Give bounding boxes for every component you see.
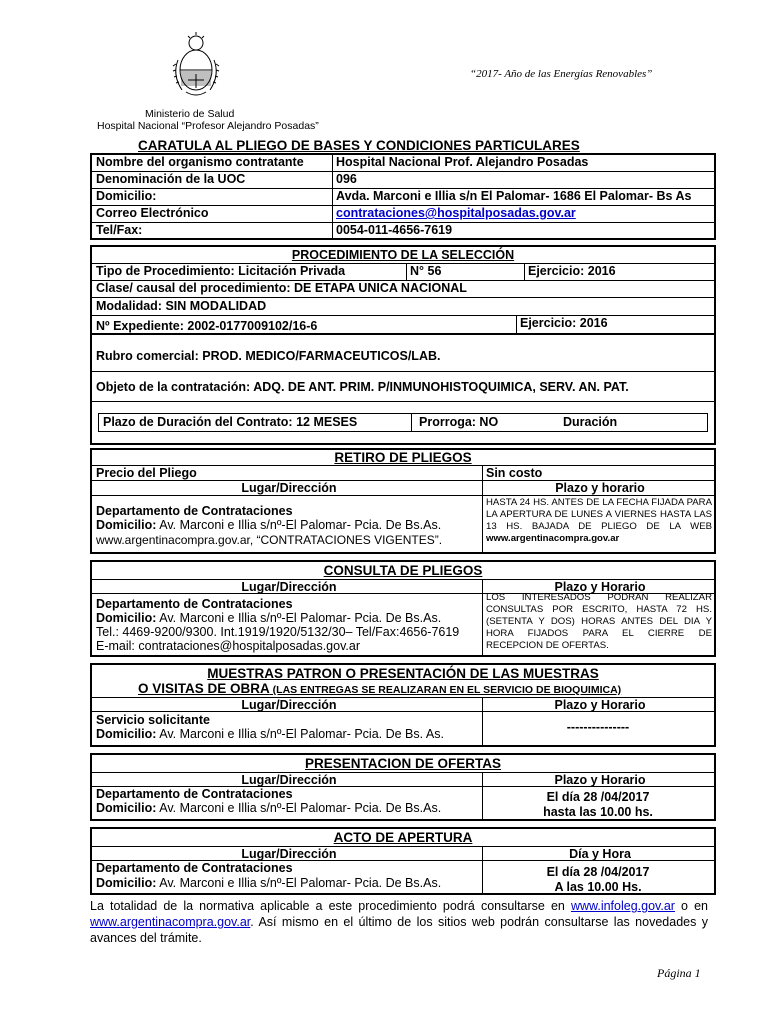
dom-label: Domicilio: (96, 727, 157, 741)
spacer-row (92, 402, 714, 413)
retiro-plazo-text: HASTA 24 HS. ANTES DE LA FECHA FIJADA PARA LA APERTURA DE LUNES A VIERNES HASTA LAS 13 HS. BAJADA DE PLIEGO DE LA WEB (486, 497, 712, 532)
col-header-right: Plazo y horario (555, 481, 645, 495)
table-row (92, 155, 714, 172)
col-header-left: Lugar/Dirección (241, 481, 337, 495)
precio-row (92, 465, 714, 481)
footer-text-2: o en (674, 899, 708, 913)
dom-value: Av. Marconi e Illia s/nº-El Palomar- Pcia. De Bs. As. (156, 727, 444, 741)
retiro-title: RETIRO DE PLIEGOS (334, 450, 472, 465)
muestras-subtitle-main: O VISITAS DE OBRA (138, 681, 270, 696)
org-label: Tel/Fax: (96, 223, 143, 237)
retiro-plazo-web: www.argentinacompra.gov.ar (486, 533, 620, 544)
table-row (92, 172, 714, 189)
rubro-text: Rubro comercial: PROD. MEDICO/FARMACEUTICOS/LAB. (96, 349, 441, 363)
apertura-title: ACTO DE APERTURA (333, 830, 473, 845)
prorroga-text: Prorroga: NO (419, 415, 499, 429)
organism-table (90, 153, 716, 240)
precio-value: Sin costo (486, 466, 543, 480)
plazo-row (98, 413, 708, 432)
expediente-year: Ejercicio: 2016 (520, 316, 608, 330)
procedure-type-row (92, 264, 714, 281)
dom-value: Av. Marconi e Illia s/nº-El Palomar- Pcia. De Bs.As. (156, 611, 442, 625)
apertura-dept: Departamento de Contrataciones (96, 861, 293, 875)
rubro-row (92, 335, 714, 372)
footer-text-3: . Así mismo en el último de los sitios web podrán consultarse las novedades y avances del trámite. (90, 915, 708, 945)
dom-value: Av. Marconi e Illia s/nº-El Palomar- Pcia. De Bs.As. (156, 801, 442, 815)
col-header-left: Lugar/Dirección (241, 580, 337, 593)
ofertas-fecha: El día 28 /04/2017 (546, 790, 650, 804)
retiro-header-row (92, 481, 714, 496)
muestras-subtitle (138, 681, 621, 696)
retiro-plazo (486, 497, 712, 545)
col-header-right: Plazo y Horario (554, 773, 646, 786)
col-header-right: Plazo y Horario (554, 580, 646, 593)
ofertas-title: PRESENTACION DE OFERTAS (304, 756, 501, 771)
coat-of-arms-logo (168, 30, 224, 100)
year-note: “2017- Año de las Energías Renovables” (470, 68, 653, 80)
apertura-header-row (92, 846, 714, 861)
argentinacompra-link[interactable]: www.argentinacompra.gov.ar (90, 915, 251, 929)
dom-label: Domicilio: (96, 876, 157, 890)
ministry-name: Ministerio de Salud (145, 108, 235, 120)
procedure-class: Clase/ causal del procedimiento: DE ETAPA UNICA NACIONAL (96, 281, 467, 295)
org-label: Correo Electrónico (96, 206, 209, 220)
expediente-number: Nº Expediente: 2002-0177009102/16-6 (96, 319, 318, 333)
page-number: Página 1 (657, 966, 701, 980)
apertura-domicilio (96, 876, 441, 890)
apertura-section (90, 827, 716, 895)
col-header-left: Lugar/Dirección (241, 773, 337, 786)
col-header-left: Lugar/Dirección (241, 698, 337, 711)
procedure-title: PROCEDIMIENTO DE LA SELECCIÓN (291, 248, 515, 262)
org-value: 0054-011-4656-7619 (336, 223, 453, 237)
org-value: Avda. Marconi e Illia s/n El Palomar- 1686 El Palomar- Bs As (336, 189, 692, 203)
dom-value: Av. Marconi e Illia s/nº-El Palomar- Pcia. De Bs.As. (156, 876, 442, 890)
footer-text-1: La totalidad de la normativa aplicable a este procedimiento podrá consultarse en (90, 899, 571, 913)
table-row (92, 206, 714, 223)
muestras-domicilio (96, 727, 444, 741)
ofertas-hora: hasta las 10.00 hs. (543, 805, 653, 819)
table-row (92, 223, 714, 240)
dom-label: Domicilio: (96, 801, 157, 815)
procedure-type: Tipo de Procedimiento: Licitación Privada (96, 264, 346, 278)
infoleg-link[interactable]: www.infoleg.gov.ar (570, 899, 675, 913)
muestras-servicio: Servicio solicitante (96, 713, 210, 727)
consulta-dept: Departamento de Contrataciones (96, 597, 293, 611)
muestras-section (90, 663, 716, 747)
ofertas-section (90, 753, 716, 821)
objeto-text: Objeto de la contratación: ADQ. DE ANT. PRIM. P/INMUNOHISTOQUIMICA, SERV. AN. PAT. (96, 380, 629, 394)
table-row (92, 189, 714, 206)
procedure-modality: Modalidad: SIN MODALIDAD (96, 299, 267, 313)
plazo-text: Plazo de Duración del Contrato: 12 MESES (103, 415, 358, 429)
muestras-subtitle-note: (LAS ENTREGAS SE REALIZARAN EN EL SERVICIO DE BIOQUIMICA) (269, 684, 622, 696)
org-label: Denominación de la UOC (96, 172, 246, 186)
consulta-tel: Tel.: 4469-9200/9300. Int.1919/1920/5132/30– Tel/Fax:4656-7619 (96, 625, 460, 639)
muestras-plazo: --------------- (566, 720, 630, 734)
main-title: CARATULA AL PLIEGO DE BASES Y CONDICIONES PARTICULARES (138, 138, 580, 153)
muestras-header-row (92, 697, 714, 712)
ofertas-dept: Departamento de Contrataciones (96, 787, 293, 801)
dom-label: Domicilio: (96, 518, 157, 532)
org-label: Nombre del organismo contratante (96, 155, 304, 169)
precio-label: Precio del Pliego (96, 466, 197, 480)
dom-label: Domicilio: (96, 611, 157, 625)
consulta-title: CONSULTA DE PLIEGOS (323, 563, 483, 578)
org-label: Domicilio: (96, 189, 157, 203)
ofertas-header-row (92, 772, 714, 787)
consulta-section (90, 560, 716, 657)
org-value-cell (332, 206, 714, 222)
consulta-plazo: LOS INTERESADOS PODRAN REALIZAR CONSULTAS POR ESCRITO, HASTA 72 HS. (SETENTA Y DOS) HORAS ANTES DEL DIA Y HORA FIJADOS PARA EL CIERRE DE RECEPCION DE OFERTAS. (486, 592, 712, 651)
col-header-left: Lugar/Dirección (241, 847, 337, 860)
expediente-row (92, 316, 714, 335)
hospital-name: Hospital Nacional “Profesor Alejandro Posadas” (97, 120, 319, 132)
procedure-number: N° 56 (410, 264, 442, 278)
col-header-right: Plazo y Horario (554, 698, 646, 711)
procedure-class-row (92, 281, 714, 298)
apertura-hora: A las 10.00 Hs. (554, 880, 642, 894)
retiro-dept: Departamento de Contrataciones (96, 504, 293, 518)
procedure-year: Ejercicio: 2016 (528, 264, 616, 278)
consulta-email: E-mail: contrataciones@hospitalposadas.gov.ar (96, 639, 360, 653)
footer-paragraph (90, 898, 708, 946)
retiro-domicilio (96, 518, 441, 532)
dom-value: Av. Marconi e Illia s/nº-El Palomar- Pcia. De Bs.As. (156, 518, 442, 532)
muestras-title: MUESTRAS PATRON O PRESENTACIÓN DE LAS MUESTRAS (207, 666, 599, 681)
org-value: Hospital Nacional Prof. Alejandro Posadas (336, 155, 589, 169)
retiro-web: www.argentinacompra.gov.ar, “CONTRATACIONES VIGENTES”. (96, 533, 443, 547)
consulta-domicilio (96, 611, 441, 625)
col-header-right: Día y Hora (569, 847, 631, 860)
retiro-section (90, 448, 716, 554)
objeto-row (92, 372, 714, 402)
org-value: 096 (336, 172, 357, 186)
procedure-modality-row (92, 298, 714, 316)
email-link[interactable]: contrataciones@hospitalposadas.gov.ar (336, 206, 576, 220)
duracion-text: Duración (563, 415, 618, 429)
apertura-fecha: El día 28 /04/2017 (546, 865, 650, 879)
procedure-title-row (92, 247, 714, 264)
procedure-section (90, 245, 716, 445)
ofertas-domicilio (96, 801, 441, 815)
